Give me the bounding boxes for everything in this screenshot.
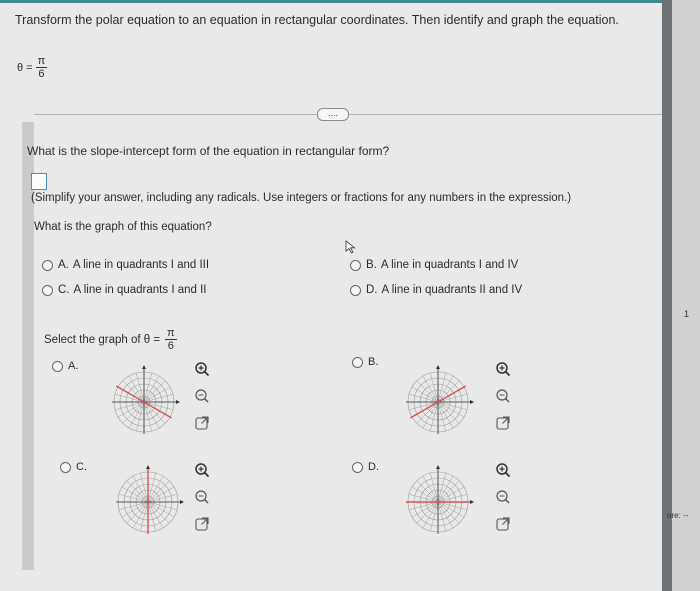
graph-radio-a[interactable] [52,361,63,372]
option-c[interactable] [42,284,206,296]
equation-denominator: 6 [38,68,45,80]
polar-graph-b [402,362,474,438]
y-axis-arrow [436,465,440,469]
side-panel [672,0,700,591]
equation-lhs: θ = [17,61,33,74]
x-axis-arrow [180,500,184,504]
x-axis-arrow [176,400,180,404]
graph-option-b-letter: B. [368,356,379,368]
option-c-text: A line in quadrants I and II [73,284,207,296]
x-axis-arrow [470,400,474,404]
polar-graph-d [402,462,474,538]
option-d-letter: D. [366,284,378,296]
part1-hint: (Simplify your answer, including any radicals. Use integers or fractions for any numbers in the expression.) [31,192,572,204]
radio-c[interactable] [42,285,53,296]
option-c-letter: C. [58,284,70,296]
mouse-cursor-icon [345,240,357,254]
graph-radio-d[interactable] [352,462,363,473]
graph-option-a-letter: A. [68,360,79,372]
polar-equation [17,55,47,80]
option-a-letter: A. [58,259,69,271]
part3-numerator: π [167,327,175,339]
graph-radio-b[interactable] [352,357,363,368]
more-button[interactable]: .... [317,108,349,121]
graph-option-d[interactable] [352,461,379,473]
zoom-out-icon[interactable] [495,388,511,404]
expand-icon[interactable] [495,415,511,431]
graph-option-c[interactable] [60,461,87,473]
part3-denominator: 6 [167,340,174,352]
side-mark: 1 [684,309,690,319]
radio-b[interactable] [350,260,361,271]
option-b[interactable] [350,259,518,271]
graph-radio-c[interactable] [60,462,71,473]
top-accent-bar [0,0,662,3]
question-instruction: Transform the polar equation to an equation in rectangular coordinates. Then identify and graph the equation. [15,13,619,27]
polar-graph-c [112,462,184,538]
zoom-out-icon[interactable] [194,388,210,404]
zoom-out-icon[interactable] [495,489,511,505]
zoom-in-icon[interactable] [194,462,210,478]
part3-prompt [44,327,177,352]
zoom-in-icon[interactable] [495,462,511,478]
part2-prompt: What is the graph of this equation? [34,221,212,233]
expand-icon[interactable] [194,415,210,431]
y-axis-arrow [142,365,146,369]
y-axis-arrow [146,465,150,469]
graph-option-c-letter: C. [76,461,87,473]
radio-a[interactable] [42,260,53,271]
part3-prompt-prefix: Select the graph of θ = [44,333,161,346]
graph-option-a[interactable] [52,360,78,372]
y-axis-arrow [436,365,440,369]
expand-icon[interactable] [495,516,511,532]
polar-graph-a [108,362,180,438]
answer-input[interactable] [31,173,47,190]
zoom-in-icon[interactable] [194,361,210,377]
option-a[interactable] [42,259,209,271]
graph-option-d-letter: D. [368,461,379,473]
score-text: ore: -- [667,511,689,520]
expand-icon[interactable] [194,516,210,532]
option-b-letter: B. [366,259,377,271]
graph-option-b[interactable] [352,356,378,368]
zoom-in-icon[interactable] [495,361,511,377]
zoom-out-icon[interactable] [194,489,210,505]
part1-prompt: What is the slope-intercept form of the equation in rectangular form? [27,144,390,158]
radio-d[interactable] [350,285,361,296]
option-d[interactable] [350,284,522,296]
section-divider [34,114,676,115]
option-b-text: A line in quadrants I and IV [380,259,519,271]
x-axis-arrow [470,500,474,504]
option-a-text: A line in quadrants I and III [72,259,210,271]
option-d-text: A line in quadrants II and IV [381,284,523,296]
equation-numerator: π [37,55,46,67]
